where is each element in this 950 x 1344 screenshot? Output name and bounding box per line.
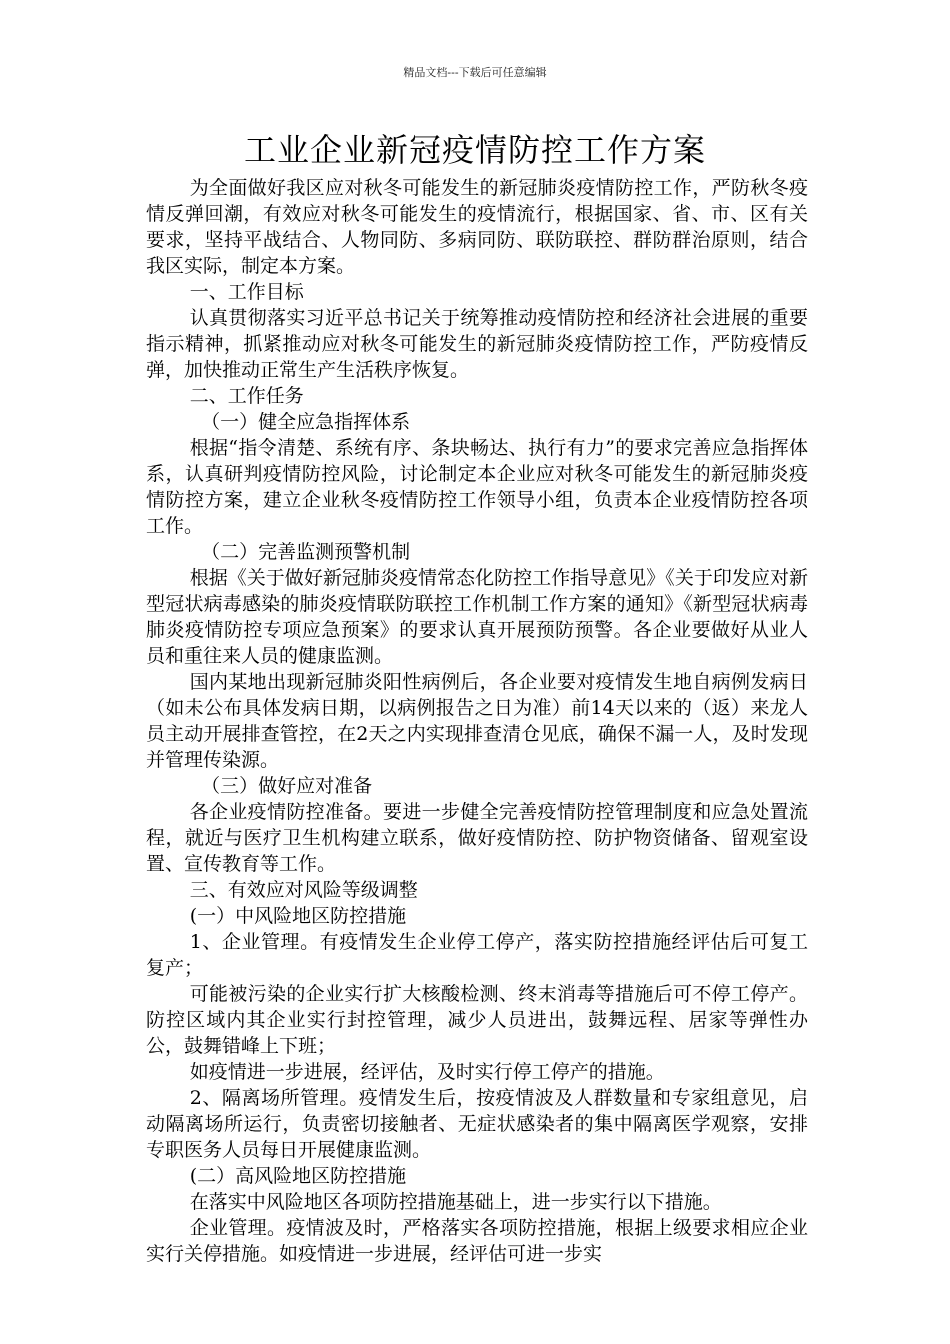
section-2-2-text-2: 国内某地出现新冠肺炎阳性病例后，各企业要对疫情发生地自病例发病日（如未公布具体发病日期，以病例报告之日为准）前14天以来的（返）来龙人员主动开展排查管控，在2天之内实现排查清仓见底，确保不漏一人，及时发现并管理传染源。 <box>146 671 808 771</box>
section-2-3-text: 各企业疫情防控准备。要进一步健全完善疫情防控管理制度和应急处置流程，就近与医疗卫生机构建立联系，做好疫情防控、防护物资储备、留观室设置、宣传教育等工作。 <box>146 801 808 875</box>
section-3-1-text-1: 1、企业管理。有疫情发生企业停工停产，落实防控措施经评估后可复工复产； <box>146 931 808 979</box>
section-3-2-heading: (二）高风险地区防控措施 <box>189 1165 407 1187</box>
section-2-2-heading: （二）完善监测预警机制 <box>201 541 411 563</box>
section-3-heading: 三、有效应对风险等级调整 <box>189 879 418 901</box>
section-1-text: 认真贯彻落实习近平总书记关于统筹推动疫情防控和经济社会进展的重要指示精神，抓紧推动应对秋冬可能发生的新冠肺炎疫情防控工作，严防疫情反弹，加快推动正常生产生活秩序恢复。 <box>146 307 808 381</box>
section-2-heading: 二、工作任务 <box>189 385 304 407</box>
section-3-2-text-1: 在落实中风险地区各项防控措施基础上，进一步实行以下措施。 <box>189 1191 722 1213</box>
header-note: 精品文档---下载后可任意编辑 <box>403 66 547 79</box>
intro-paragraph: 为全面做好我区应对秋冬可能发生的新冠肺炎疫情防控工作，严防秋冬疫情反弹回潮，有效应对秋冬可能发生的疫情流行，根据国家、省、市、区有关要求，坚持平战结合、人物同防、多病同防、联防联控、群防群治原则，结合我区实际，制定本方案。 <box>146 177 808 277</box>
section-3-2-text-2: 企业管理。疫情波及时，严格落实各项防控措施，根据上级要求相应企业实行关停措施。如疫情进一步进展，经评估可进一步实 <box>146 1217 808 1265</box>
section-3-1-text-3: 如疫情进一步进展，经评估，及时实行停工停产的措施。 <box>189 1061 665 1083</box>
section-3-1-text-2: 可能被污染的企业实行扩大核酸检测、终末消毒等措施后可不停工停产。防控区域内其企业实行封控管理，减少人员进出，鼓舞远程、居家等弹性办公，鼓舞错峰上下班； <box>146 983 808 1057</box>
section-2-3-heading: （三）做好应对准备 <box>201 775 373 797</box>
section-3-1-heading: (一）中风险地区防控措施 <box>189 905 407 927</box>
document-title: 工业企业新冠疫情防控工作方案 <box>243 131 706 169</box>
section-2-2-text-1: 根据《关于做好新冠肺炎疫情常态化防控工作指导意见》《关于印发应对新型冠状病毒感染的肺炎疫情联防联控工作机制工作方案的通知》《新型冠状病毒肺炎疫情防控专项应急预案》的要求认真开展预防预警。各企业要做好从业人员和重往来人员的健康监测。 <box>146 567 808 667</box>
section-2-1-heading: （一）健全应急指挥体系 <box>201 411 411 433</box>
section-2-1-text: 根据“指令清楚、系统有序、条块畅达、执行有力”的要求完善应急指挥体系，认真研判疫情防控风险，讨论制定本企业应对秋冬可能发生的新冠肺炎疫情防控方案，建立企业秋冬疫情防控工作领导小组，负责本企业疫情防控各项工作。 <box>146 437 808 537</box>
section-3-1-text-4: 2、隔离场所管理。疫情发生后，按疫情波及人群数量和专家组意见，启动隔离场所运行，负责密切接触者、无症状感染者的集中隔离医学观察，安排专职医务人员每日开展健康监测。 <box>146 1087 808 1161</box>
document-body <box>146 175 808 1267</box>
section-1-heading: 一、工作目标 <box>189 281 304 303</box>
